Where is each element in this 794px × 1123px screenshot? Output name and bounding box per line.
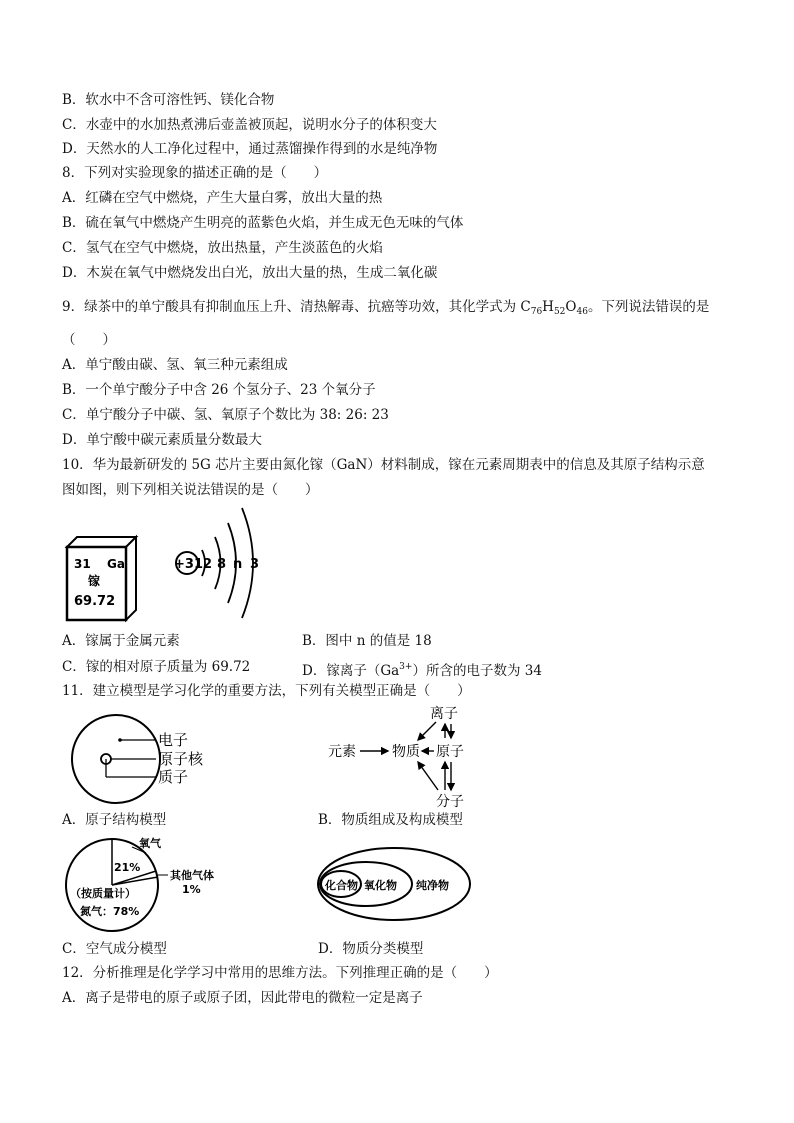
q8-option-c: C．氢气在空气中燃烧，放出热量，产生淡蓝色的火焰 [62,240,383,256]
shell-4: 3 [250,557,260,572]
shell-3: n [233,557,243,572]
label-atom: 原子 [436,744,464,760]
q8-option-b: B．硫在氧气中燃烧产生明亮的蓝紫色火焰，并生成无色无味的气体 [62,215,464,231]
label-substance: 物质 [392,744,420,760]
cell-number: 31 [74,557,91,571]
q8-option-d: D．木炭在氧气中燃烧发出白光，放出大量的热，生成二氧化碳 [62,265,438,281]
q11-caption-c: C．空气成分模型 [62,941,167,957]
label-proton: 质子 [158,768,189,786]
cell-mass: 69.72 [74,594,116,609]
label-oxygen-percent: 21% [114,861,141,874]
label-nucleus: 原子核 [158,750,204,768]
q7-option-b: B．软水中不含可溶性钙、镁化合物 [62,92,275,108]
q9-option-a: A．单宁酸由碳、氢、氧三种元素组成 [62,357,288,373]
q12-option-a: A．离子是带电的原子或原子团，因此带电的微粒一定是离子 [62,990,423,1006]
q10-stem-line1: 10．华为最新研发的 5G 芯片主要由氮化镓（GaN）材料制成，镓在元素周期表中的信息及其原子结构示意 [62,457,705,473]
label-pure-substance: 纯净物 [416,879,449,892]
label-molecule: 分子 [436,794,464,810]
q10-option-c: C．镓的相对原子质量为 69.72 [62,659,251,675]
label-element: 元素 [328,744,356,760]
q7-option-c: C．水壶中的水加热煮沸后壶盖被顶起，说明水分子的体积变大 [62,117,437,133]
nucleus-charge: +31 [174,557,203,572]
label-by-mass: （按质量计） [70,887,136,900]
label-oxide: 氧化物 [364,879,397,892]
label-other-percent: 1% [182,883,201,896]
q12-stem: 12．分析推理是化学学习中常用的思维方法。下列推理正确的是（ ） [62,965,498,981]
label-oxygen: 氧气 [139,837,161,850]
q9-paren: （ ） [62,332,116,348]
shell-2: 8 [217,557,227,572]
q10-option-a: A．镓属于金属元素 [62,633,180,649]
periodic-cell [67,537,136,620]
q7-option-d: D．天然水的人工净化过程中，通过蒸馏操作得到的水是纯净物 [62,141,438,157]
cell-symbol: Ga [107,557,125,571]
label-compound: 化合物 [325,879,358,892]
atom-structure-diagram [174,508,259,618]
q8-stem: 8．下列对实验现象的描述正确的是（ ） [62,165,328,181]
atom-model-figure [60,708,240,810]
shell-1: 2 [203,557,213,572]
q9-option-d: D．单宁酸中碳元素质量分数最大 [62,432,262,448]
q10-option-b: B．图中 n 的值是 18 [302,633,432,649]
q10-figure [60,505,280,625]
label-nitrogen: 氮气：78% [80,905,140,918]
q11-caption-d: D．物质分类模型 [318,941,424,957]
q9-option-c: C．单宁酸分子中碳、氢、氧原子个数比为 38: 26: 23 [62,407,389,423]
q10-stem-line2: 图如图，则下列相关说法错误的是（ ） [62,482,319,498]
label-other-gases: 其他气体 [170,869,214,882]
q10-option-d: D．镓离子$(Ga^{3+})$所含的电子数为 34 [302,662,542,679]
q11-caption-a: A．原子结构模型 [62,812,167,828]
q11-stem: 11．建立模型是学习化学的重要方法，下列有关模型正确是（ ） [62,683,471,699]
label-electron: 电子 [158,731,189,749]
q9-option-b: B．一个单宁酸分子中含 26 个氢分子、23 个氧分子 [62,382,376,398]
substance-model-figure [320,700,480,812]
q11-caption-b: B．物质组成及构成模型 [318,812,463,828]
q8-option-a: A．红磷在空气中燃烧，产生大量白雾，放出大量的热 [62,190,383,206]
q9-stem: 9．绿茶中的单宁酸具有抑制血压上升、清热解毒、抗癌等功效，其化学式为 $C_{76}H_{52}O_{46}$。下列说法错误的是 [62,299,710,317]
label-ion: 离子 [430,706,458,722]
cell-name: 镓 [88,574,101,588]
air-composition-figure [60,833,230,935]
classification-figure [316,838,476,934]
